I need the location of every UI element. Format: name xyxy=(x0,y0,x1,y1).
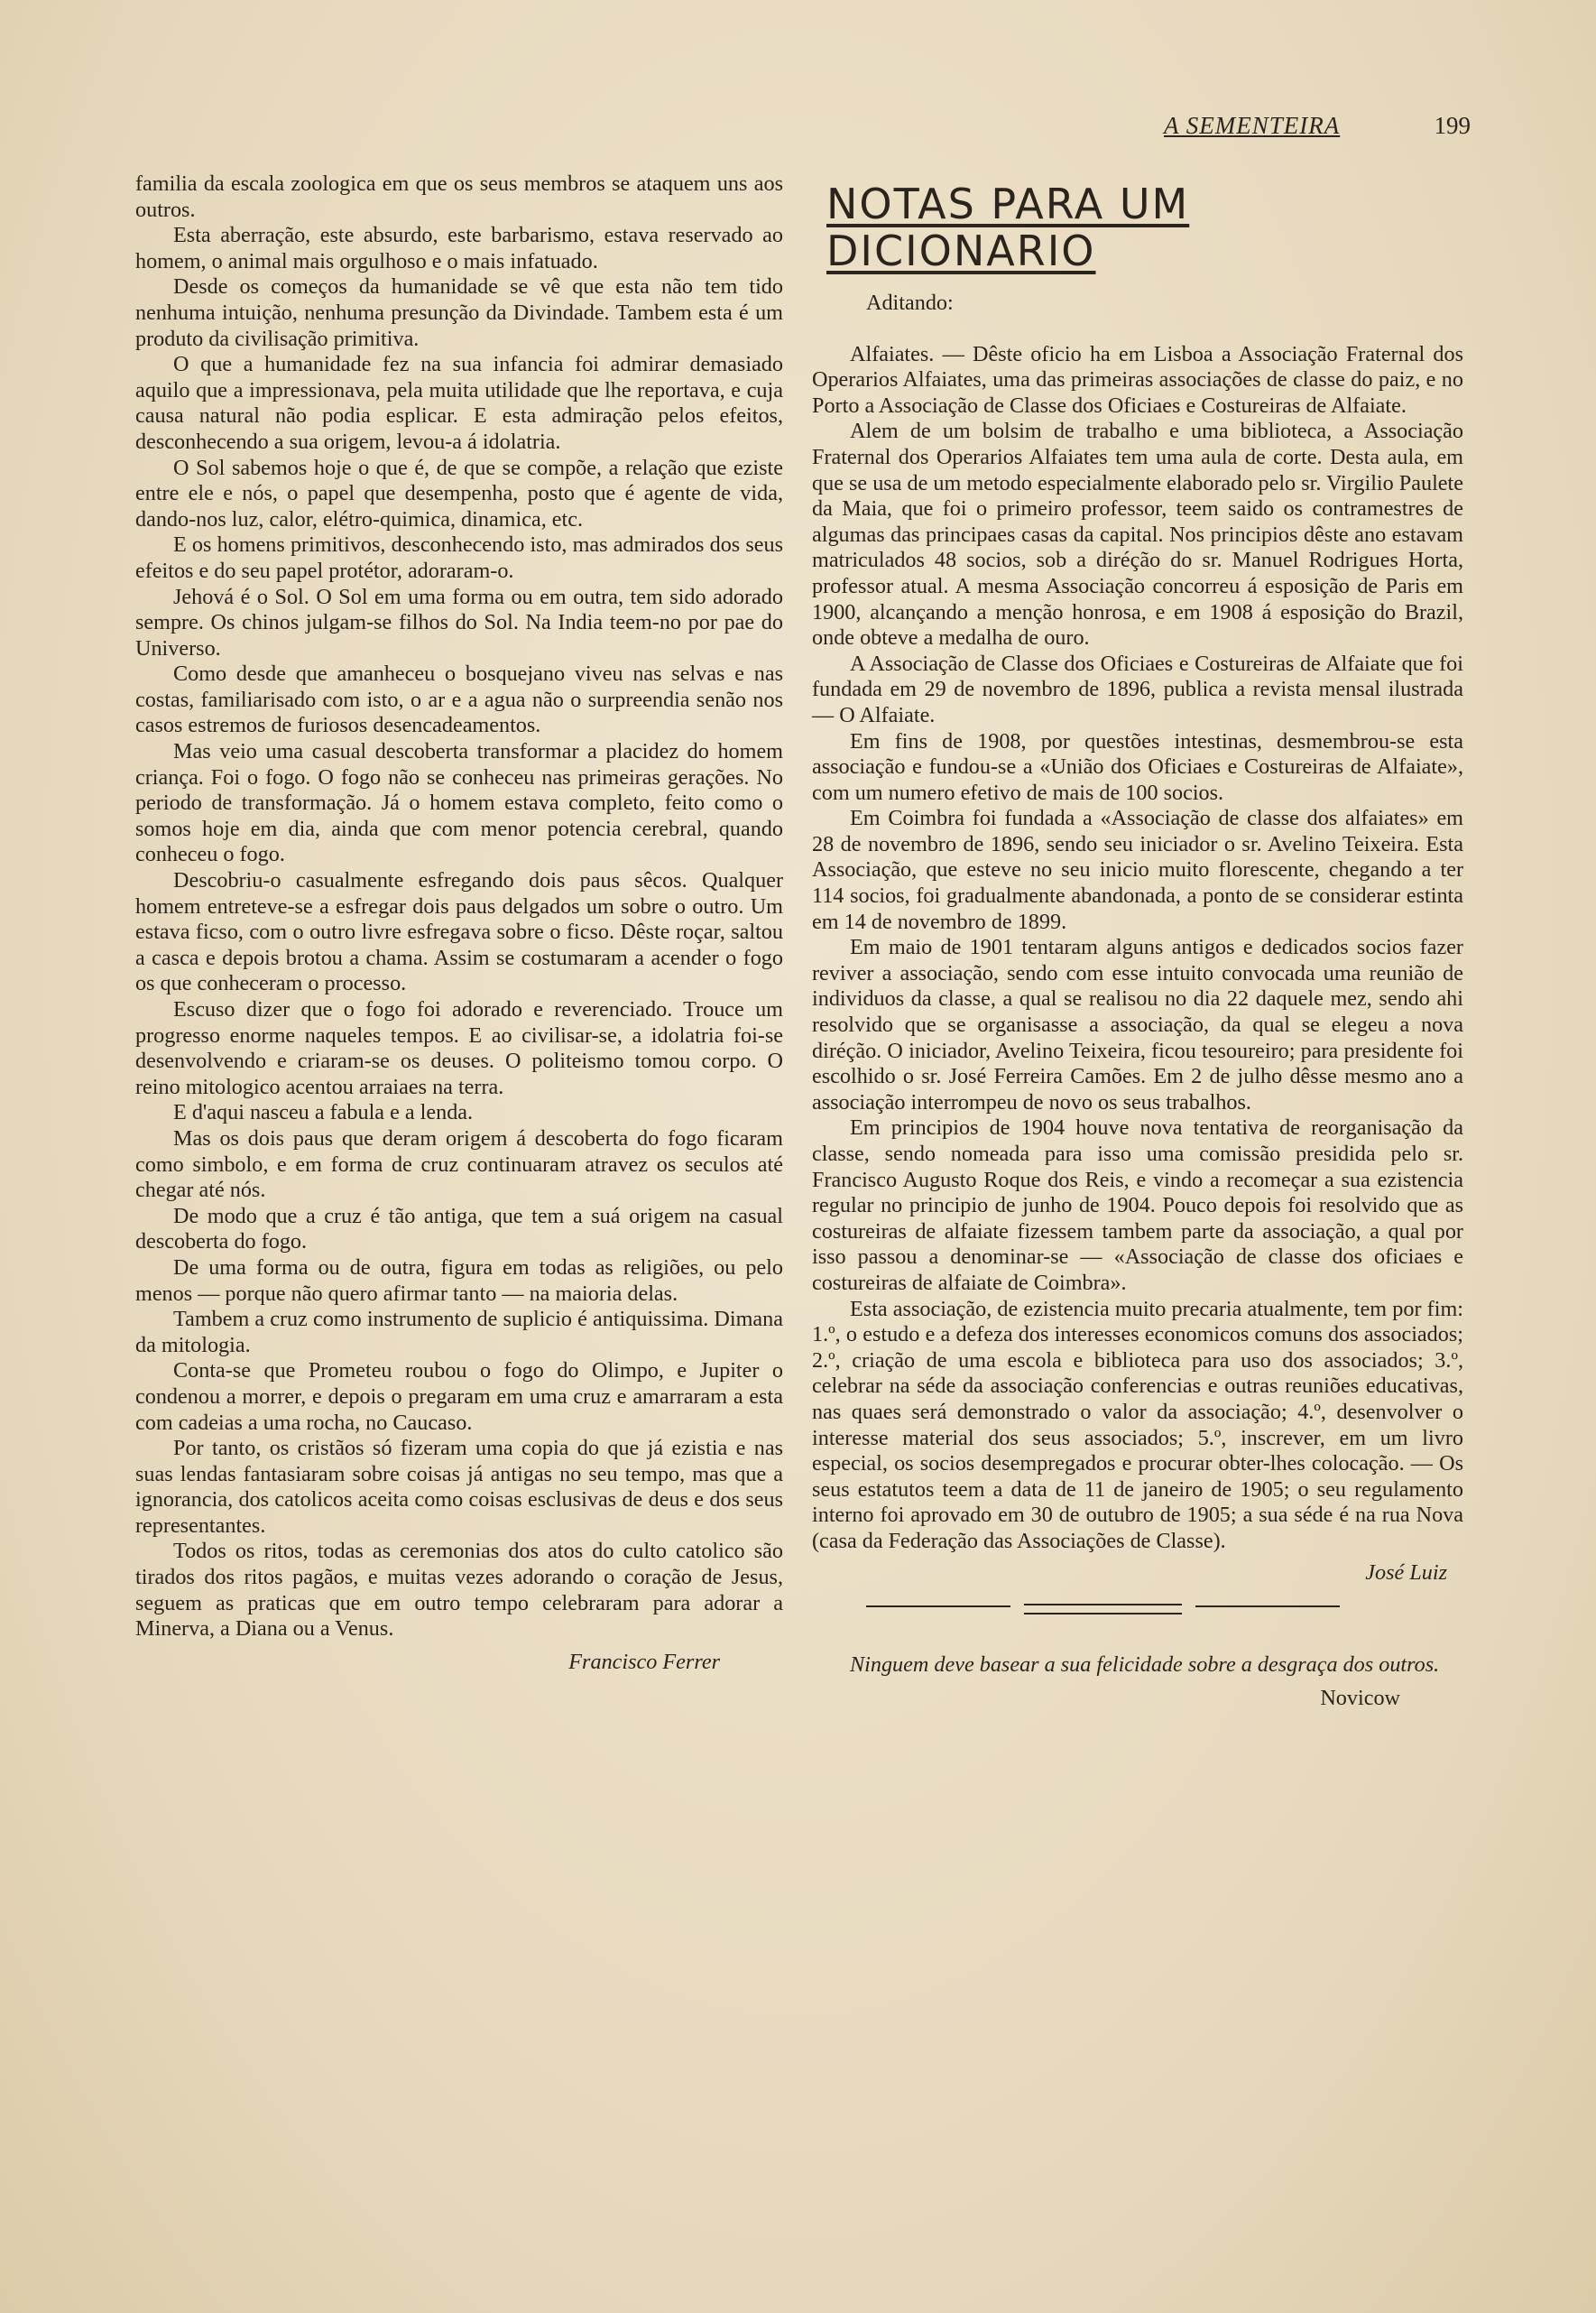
left-paragraph: Mas os dois paus que deram origem á descoberta do fogo ficaram como simbolo, e em forma de cruz continuaram atravez os seculos até chegar até nós. xyxy=(135,1125,783,1203)
left-paragraph: Por tanto, os cristãos só fizeram uma copia do que já ezistia e nas suas lendas fantasiaram sobre coisas já antigas no seu tempo, mas que a ignorancia, dos catolicos aceita como coisas esclusivas de deus e dos seus representantes. xyxy=(135,1436,783,1538)
left-paragraph: Como desde que amanheceu o bosquejano viveu nas selvas e nas costas, familiarisado com isto, o ar e a agua não o surpreendia senão nos casos estremos de furiosos desencadeamentos. xyxy=(135,662,783,738)
left-paragraph: Todos os ritos, todas as ceremonias dos atos do culto catolico são tirados dos ritos pagãos, e muitas vezes adorando o coração de Jesus, seguem as praticas que em outro tempo celebraram para adorar a Minerva, a Diana ou a Venus. xyxy=(135,1539,783,1642)
page-header xyxy=(1164,112,1471,144)
publication-name: A SEMENTEIRA xyxy=(1164,112,1341,139)
epigraph-quote: Ninguem deve basear a sua felicidade sobre a desgraça dos outros. xyxy=(850,1652,1440,1678)
left-paragraph: O que a humanidade fez na sua infancia foi admirar demasiado aquilo que a impressionava, pela muita utilidade que lhe reportava, e cuja causa natural não podia esplicar. E esta admiração pelos efeitos, desconhecendo a sua origem, levou-a á idolatria. xyxy=(135,352,783,454)
left-paragraph: E os homens primitivos, desconhecendo isto, mas admirados dos seus efeitos e do seu papel protétor, adoraram-o. xyxy=(135,532,783,583)
right-signature: José Luiz xyxy=(1365,1559,1447,1585)
right-paragraph: Alfaiates. — Dêste oficio ha em Lisboa a Associação Fraternal dos Operarios Alfaiates, uma das primeiras associações de classe do paiz, e no Porto a Associação de Classe dos Oficiaes e Costureiras de Alfaiate. xyxy=(812,341,1463,418)
left-paragraph: E d'aqui nasceu a fabula e a lenda. xyxy=(173,1100,474,1125)
left-paragraph: Tambem a cruz como instrumento de suplicio é antiquissima. Dimana da mitologia. xyxy=(135,1307,783,1357)
left-paragraph: Esta aberração, este absurdo, este barbarismo, estava reservado ao homem, o animal mais orgulhoso e o mais infatuado. xyxy=(135,223,783,273)
left-paragraph: O Sol sabemos hoje o que é, de que se compõe, a relação que eziste entre ele e nós, o papel que desempenha, posto que é agente de vida, dando-nos luz, calor, elétro-quimica, dinamica, etc. xyxy=(135,455,783,532)
right-paragraph: Em principios de 1904 houve nova tentativa de reorganisação da classe, sendo nomeada para isso uma comissão presidida pelo sr. Francisco Augusto Roque dos Reis, e vindo a recomeçar a sua ezistencia regular no principio de junho de 1904. Pouco depois foi resolvido que as costureiras de alfaiate fizessem tambem parte da associação, a qual por isso passou a denominar-se — «Associação de classe dos oficiaes e costureiras de alfaiate de Coimbra». xyxy=(812,1115,1463,1295)
left-paragraph: Conta-se que Prometeu roubou o fogo do Olimpo, e Jupiter o condenou a morrer, e depois o pregaram em uma cruz e amarraram a esta com cadeias a uma rocha, no Caucaso. xyxy=(135,1358,783,1435)
left-paragraph: De modo que a cruz é tão antiga, que tem a suá origem na casual descoberta do fogo. xyxy=(135,1203,783,1254)
epigraph-author: Novicow xyxy=(1320,1685,1400,1710)
left-paragraph: De uma forma ou de outra, figura em todas as religiões, ou pelo menos — porque não quero afirmar tanto — na maioria delas. xyxy=(135,1254,783,1306)
right-paragraph: Em maio de 1901 tentaram alguns antigos e dedicados socios fazer reviver a associação, sendo com esse intuito convocada uma reunião de individuos da classe, a qual se realisou no dia 22 daquele mez, sendo ahi resolvido que se organisasse a associação, da qual se elegeu a nova diréção. O iniciador, Avelino Teixeira, ficou tesoureiro; para presidente foi escolhido o sr. José Ferreira Camões. Em 2 de julho dêsse mesmo ano a associação interrompeu de novo os seus trabalhos. xyxy=(812,935,1463,1115)
left-paragraph: Desde os começos da humanidade se vê que esta não tem tido nenhuma intuição, nenhuma presunção da Divindade. Tambem esta é um produto da civilisação primitiva. xyxy=(135,274,783,351)
right-paragraph: Em fins de 1908, por questões intestinas, desmembrou-se esta associação e fundou-se a «União dos Oficiaes e Costureiras de Alfaiate», com um numero efetivo de mais de 100 socios. xyxy=(812,728,1463,805)
left-paragraph: Escuso dizer que o fogo foi adorado e reverenciado. Trouce um progresso enorme naqueles tempos. E ao civilisar-se, a idolatria foi-se desenvolvendo e criaram-se os deuses. O politeismo tomou corpo. O reino mitologico acentou arraiaes na terra. xyxy=(135,997,783,1099)
left-paragraph: Mas veio uma casual descoberta transformar a placidez do homem criança. Foi o fogo. O fogo não se conheceu nas primeiras gerações. No periodo de transformação. Já o homem estava completo, feito como o somos hoje em dia, ainda que com menor potencia cerebral, quando conheceu o fogo. xyxy=(135,739,783,867)
right-paragraph: Esta associação, de ezistencia muito precaria atualmente, tem por fim: 1.º, o estudo e a defeza dos interesses economicos comuns dos associados; 2.º, criação de uma escola e biblioteca para uso dos associados; 3.º, celebrar na séde da associação conferencias e outras reuniões educativas, nas quaes será demonstrado o valor da associação; 4.º, desenvolver o interesse material dos seus associados; 5.º, inscrever, em um livro especial, os socios desempregados e procurar obter-lhes colocação. — Os seus estatutos teem a data de 11 de janeiro de 1905; o seu regulamento interno foi aprovado em 30 de outubro de 1905; a sua séde é na rua Nova (casa da Federação das Associações de Classe). xyxy=(812,1296,1463,1553)
right-paragraph: Em Coimbra foi fundada a «Associação de classe dos alfaiates» em 28 de novembro de 1896, sendo seu iniciador o sr. Avelino Teixeira. Esta Associação, que esteve no seu inicio muito florescente, chegando a ter 114 socios, foi gradualmente abandonada, a ponto de se considerar estinta em 14 de novembro de 1899. xyxy=(812,806,1463,934)
right-column xyxy=(812,180,1463,1711)
page-number: 199 xyxy=(1434,112,1471,139)
section-intro: Aditando: xyxy=(866,291,954,315)
left-column xyxy=(135,171,783,1675)
left-paragraph: familia da escala zoologica em que os seus membros se ataquem uns aos outros. xyxy=(135,171,783,222)
right-paragraph: A Associação de Classe dos Oficiaes e Costureiras de Alfaiate que foi fundada em 29 de novembro de 1896, publica a revista mensal ilustrada — O Alfaiate. xyxy=(812,651,1463,727)
left-signature: Francisco Ferrer xyxy=(568,1649,720,1674)
right-paragraph: Alem de um bolsim de trabalho e uma biblioteca, a Associação Fraternal dos Operarios Alfaiates tem uma aula de corte. Desta aula, em que se usa de um metodo especialmente elaborado pelo sr. Virgilio Paulete da Maia, que foi o primeiro professor, teem saido os contramestres de algumas das principaes casas da capital. Nos principios dêste ano estavam matriculados 48 socios, sob a diréção do sr. Manuel Rodrigues Horta, professor atual. A mesma Associação concorreu á esposição de Paris em 1900, alcançando a menção honrosa, e em 1908 á esposição do Brazil, onde obteve a medalha de ouro. xyxy=(812,419,1463,651)
left-paragraph: Jehová é o Sol. O Sol em uma forma ou em outra, tem sido adorado sempre. Os chinos julgam-se filhos do Sol. Na India teem-no por pae do Universo. xyxy=(135,584,783,661)
left-paragraph: Descobriu-o casualmente esfregando dois paus sêcos. Qualquer homem entreteve-se a esfregar dois paus delgados um sobre o outro. Um estava ficso, com o outro livre esfregava sobre o ficso. Dêste roçar, saltou a casca e depois brotou a chama. Assim se costumaram a acender o fogo os que conheceram o processo. xyxy=(135,868,783,996)
section-title: NOTAS PARA UM DICIONARIO xyxy=(826,180,1190,275)
divider-rule xyxy=(866,1604,1407,1616)
